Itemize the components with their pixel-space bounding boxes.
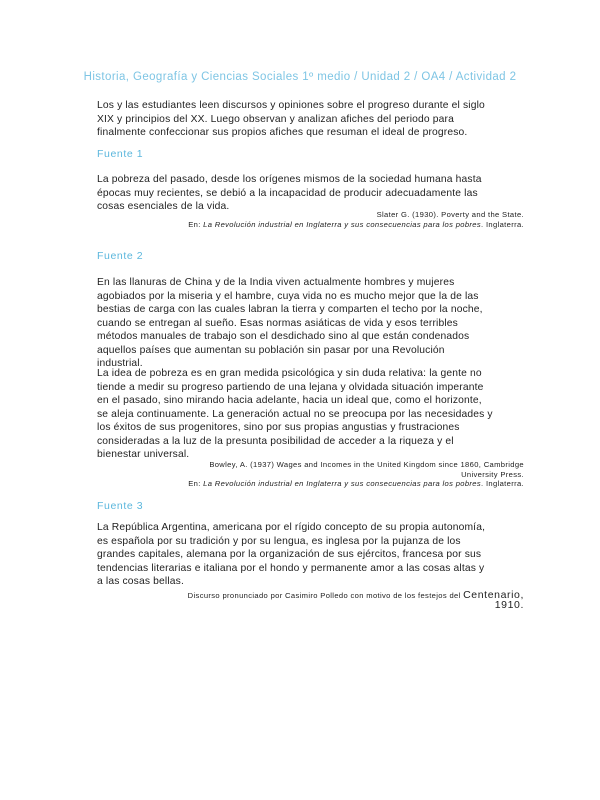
citation-author: Slater G. (1930). Poverty and the State. [376, 210, 524, 219]
fuente-3-line: a las cosas bellas. [97, 576, 184, 587]
citation-book-title: La Revolución industrial en Inglaterra y sus consecuencias para los pobres [203, 479, 482, 488]
fuente-2-paragraph-1 [97, 276, 525, 371]
citation-publisher: University Press. [461, 469, 524, 479]
fuente-3-text [97, 521, 525, 589]
fuente-2-line: bestias de carga con las cuales labran la tierra y comparten el techo por la noche, [97, 304, 483, 315]
intro-line: Los y las estudiantes leen discursos y opiniones sobre el progreso durante el siglo [97, 100, 485, 111]
fuente-1-citation [188, 210, 524, 229]
citation-year: 1910. [494, 598, 524, 611]
fuente-1-text [97, 173, 525, 214]
citation-source [188, 479, 524, 489]
fuente-2-line: La idea de pobreza es en gran medida psicológica y sin duda relativa: la gente no [97, 368, 482, 379]
fuente-2-line: bienestar universal. [97, 449, 190, 460]
fuente-2-line: industrial. [97, 358, 143, 369]
fuente-2-line: se aleja continuamente. La generación actual no se preocupa por las necesidades y [97, 408, 493, 420]
intro-paragraph [97, 99, 525, 140]
citation-book-title: La Revolución industrial en Inglaterra y sus consecuencias para los pobres [203, 219, 482, 229]
citation-suffix: . Inglaterra. [481, 479, 524, 488]
citation-suffix: . Inglaterra. [481, 219, 524, 229]
fuente-3-heading: Fuente 3 [97, 500, 144, 512]
document-header: Historia, Geografía y Ciencias Sociales 1º medio / Unidad 2 / OA4 / Actividad 2 [83, 71, 517, 83]
fuente-2-line: consideradas a la luz de la presunta posibilidad de acceder a la riqueza y el [97, 435, 454, 447]
fuente-2-line: En las llanuras de China y de la India viven actualmente hombres y mujeres [97, 277, 455, 288]
fuente-2-line: tiende a medir su progreso partiendo de una lejana y olvidada situación imperante [97, 381, 484, 393]
citation-source [188, 220, 524, 230]
fuente-3-line: grandes capitales, alemana por la organización de sus ejércitos, francesa por sus [97, 549, 482, 560]
fuente-1-heading: Fuente 1 [97, 148, 144, 160]
citation-prefix: En: [188, 219, 204, 229]
citation-centenario: Centenario, [463, 589, 524, 601]
fuente-3-line: tendencias literarias e italiana por el hondo y permanente amor a las cosas altas y [97, 562, 485, 574]
fuente-2-paragraph-2 [97, 367, 525, 462]
fuente-2-heading: Fuente 2 [97, 250, 144, 262]
fuente-2-line: aquellos países que aumentan su población sin pasar por una Revolución [97, 344, 445, 356]
fuente-3-citation [188, 591, 524, 610]
citation-prefix: En: [188, 479, 204, 488]
citation-speech [188, 591, 524, 601]
fuente-2-line: en el pasado, sino mirando hacia adelante, hacia un ideal que, como el horizonte, [97, 395, 482, 406]
citation-author: Bowley, A. (1937) Wages and Incomes in the United Kingdom since 1860, Cambridge [209, 460, 524, 469]
intro-line: finalmente confeccionar sus propios afiches que resuman el ideal de progreso. [97, 127, 468, 138]
fuente-2-line: métodos manuales de trabajo son el desdichado sino al que están condenados [97, 331, 470, 342]
fuente-1-line: La pobreza del pasado, desde los orígenes mismos de la sociedad humana hasta [97, 174, 482, 185]
fuente-3-line: es española por su tradición y por su lengua, es inglesa por la pujanza de los [97, 535, 461, 547]
fuente-2-line: agobiados por la miseria y el hambre, cuya vida no es mucho mejor que la de las [97, 290, 479, 302]
fuente-3-line: La República Argentina, americana por el rígido concepto de su propia autonomía, [97, 522, 486, 533]
fuente-1-line: cosas esenciales de la vida. [97, 201, 230, 212]
fuente-2-citation [188, 460, 524, 489]
citation-text: Discurso pronunciado por Casimiro Polledo con motivo de los festejos del [187, 591, 461, 600]
fuente-1-line: épocas muy recientes, se debió a la incapacidad de producir adecuadamente las [97, 187, 478, 199]
intro-line: XIX y principios del XX. Luego observan y analizan afiches del periodo para [97, 113, 454, 125]
fuente-2-line: los éxitos de sus progenitores, sino por sus propias angustias y frustraciones [97, 422, 460, 433]
fuente-2-line: cuando se entregan al sueño. Esas normas asiáticas de vida y esos terribles [97, 317, 458, 329]
